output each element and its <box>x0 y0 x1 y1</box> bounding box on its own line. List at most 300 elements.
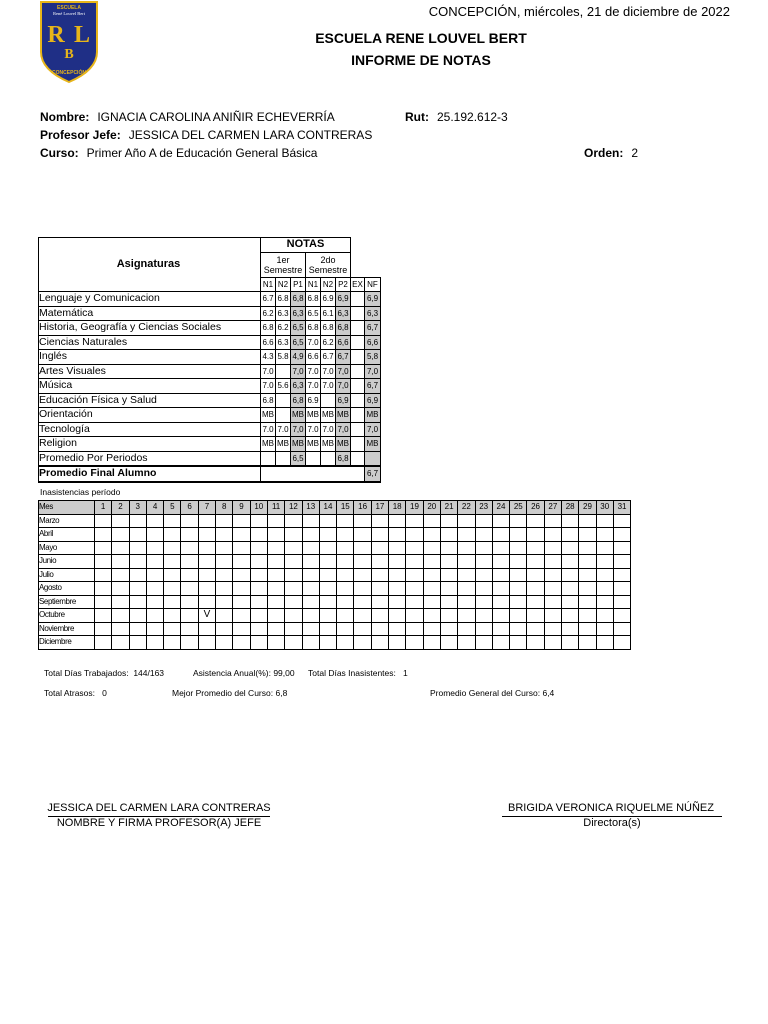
absence-cell <box>596 636 613 650</box>
day-header: 6 <box>181 501 198 515</box>
absence-cell <box>579 636 596 650</box>
absence-cell <box>112 514 129 528</box>
absence-cell <box>492 636 509 650</box>
absence-cell <box>440 622 457 636</box>
absence-cell <box>371 568 388 582</box>
grade-cell: 6,9 <box>336 292 351 307</box>
absence-cell <box>527 541 544 555</box>
grade-cell: 6,9 <box>365 393 381 408</box>
absence-cell <box>613 541 630 555</box>
absence-cell <box>112 609 129 623</box>
teacher-label: Profesor Jefe: <box>40 128 121 142</box>
absence-cell <box>596 582 613 596</box>
day-header: 22 <box>458 501 475 515</box>
absence-cell <box>129 568 146 582</box>
absence-cell <box>562 541 579 555</box>
grade-cell: MB <box>276 437 291 452</box>
absence-cell <box>406 609 423 623</box>
absence-cell <box>250 514 267 528</box>
grade-cell: 6,7 <box>365 321 381 336</box>
absence-cell <box>95 528 112 542</box>
grade-cell: 7,0 <box>336 364 351 379</box>
column-header: N1 <box>306 277 321 292</box>
worked-value: 144/163 <box>133 668 165 678</box>
absence-table <box>38 500 631 650</box>
day-header: 14 <box>319 501 336 515</box>
absence-cell <box>233 541 250 555</box>
subject-name: Música <box>39 379 261 394</box>
column-header: NF <box>365 277 381 292</box>
absence-cell <box>319 568 336 582</box>
absence-cell <box>337 609 354 623</box>
absence-cell <box>129 609 146 623</box>
absence-cell <box>510 582 527 596</box>
grade-cell: 6.2 <box>276 321 291 336</box>
absence-month-row <box>39 541 631 555</box>
absence-cell <box>216 595 233 609</box>
semester-2-header: 2do Semestre <box>306 252 351 277</box>
grade-cell: MB <box>321 408 336 423</box>
student-name: IGNACIA CAROLINA ANIÑIR ECHEVERRÍA <box>97 110 335 124</box>
subject-name: Tecnología <box>39 422 261 437</box>
best-label: Mejor Promedio del Curso: <box>172 688 274 698</box>
absence-cell <box>198 514 215 528</box>
absence-cell <box>389 622 406 636</box>
absence-cell <box>216 622 233 636</box>
grade-cell: 6.7 <box>321 350 336 365</box>
absence-cell <box>267 514 284 528</box>
subject-name: Religion <box>39 437 261 452</box>
absence-cell <box>233 568 250 582</box>
absence-cell <box>406 595 423 609</box>
day-header: 7 <box>198 501 215 515</box>
absence-cell <box>440 595 457 609</box>
grade-cell: 6.5 <box>306 306 321 321</box>
absence-cell <box>458 636 475 650</box>
absence-cell <box>285 555 302 569</box>
absence-cell <box>285 568 302 582</box>
day-header: 28 <box>562 501 579 515</box>
absence-cell <box>354 609 371 623</box>
grade-cell: MB <box>291 437 306 452</box>
absence-cell <box>406 528 423 542</box>
month-name: Octubre <box>39 609 95 623</box>
absence-cell <box>544 595 561 609</box>
absence-cell <box>423 541 440 555</box>
day-header: 9 <box>233 501 250 515</box>
absence-cell <box>233 514 250 528</box>
absence-cell <box>527 622 544 636</box>
grade-cell: 7.0 <box>321 364 336 379</box>
course-label: Curso: <box>40 146 79 160</box>
absence-cell <box>544 582 561 596</box>
absence-cell <box>146 541 163 555</box>
absence-cell <box>181 595 198 609</box>
course-row <box>40 146 317 160</box>
day-header: 18 <box>389 501 406 515</box>
absence-cell <box>250 528 267 542</box>
grade-cell <box>276 364 291 379</box>
stat-worked <box>44 668 164 678</box>
late-label: Total Atrasos: <box>44 688 96 698</box>
grade-cell: MB <box>291 408 306 423</box>
grade-cell: 6,8 <box>291 393 306 408</box>
absence-cell <box>510 622 527 636</box>
grade-cell: MB <box>321 437 336 452</box>
absence-cell <box>198 622 215 636</box>
absence-cell <box>95 514 112 528</box>
period-average-row <box>39 451 381 466</box>
absence-cell <box>371 595 388 609</box>
absence-month-row <box>39 609 631 623</box>
absence-cell <box>285 514 302 528</box>
absence-cell <box>544 609 561 623</box>
absence-cell <box>146 514 163 528</box>
table-row <box>39 350 381 365</box>
absence-cell <box>475 582 492 596</box>
absence-cell <box>613 636 630 650</box>
grade-cell: 6.8 <box>306 292 321 307</box>
logo-top-text: ESCUELA <box>57 5 81 11</box>
stat-late <box>44 688 107 698</box>
absence-cell <box>181 609 198 623</box>
grade-cell: 7,0 <box>336 379 351 394</box>
absence-cell <box>302 622 319 636</box>
grade-cell: 6.3 <box>276 306 291 321</box>
grade-cell <box>351 393 365 408</box>
grade-cell: 6.8 <box>306 321 321 336</box>
grade-cell: 6,3 <box>336 306 351 321</box>
absence-cell <box>440 609 457 623</box>
worked-label: Total Días Trabajados: <box>44 668 129 678</box>
grade-cell: 6.8 <box>261 321 276 336</box>
grade-cell: MB <box>336 437 351 452</box>
absence-cell <box>613 582 630 596</box>
absence-cell <box>475 636 492 650</box>
grade-cell: 6,6 <box>336 335 351 350</box>
absence-cell <box>319 514 336 528</box>
absence-cell <box>423 582 440 596</box>
absence-cell <box>250 541 267 555</box>
absence-cell <box>302 582 319 596</box>
day-header: 21 <box>440 501 457 515</box>
day-header: 27 <box>544 501 561 515</box>
absence-cell <box>544 555 561 569</box>
teacher-signature-name: JESSICA DEL CARMEN LARA CONTRERAS <box>47 802 271 814</box>
absence-cell <box>285 622 302 636</box>
notas-header: NOTAS <box>261 238 351 253</box>
absence-cell <box>510 636 527 650</box>
absence-cell <box>423 555 440 569</box>
day-header: 30 <box>596 501 613 515</box>
grade-cell: 6,6 <box>365 335 381 350</box>
absence-cell <box>216 541 233 555</box>
absence-cell <box>319 555 336 569</box>
absence-cell <box>146 636 163 650</box>
grade-cell: 5.6 <box>276 379 291 394</box>
absence-cell <box>544 528 561 542</box>
column-header: N2 <box>276 277 291 292</box>
absence-cell <box>596 609 613 623</box>
absence-header-row <box>39 501 631 515</box>
absence-cell <box>267 622 284 636</box>
month-name: Septiembre <box>39 595 95 609</box>
absence-cell <box>613 595 630 609</box>
subject-name: Ciencias Naturales <box>39 335 261 350</box>
absence-cell <box>440 582 457 596</box>
absence-cell <box>579 622 596 636</box>
absence-cell <box>527 555 544 569</box>
grade-cell: 6,3 <box>291 306 306 321</box>
grade-cell: 6.8 <box>276 292 291 307</box>
day-header: 3 <box>129 501 146 515</box>
subject-name: Orientación <box>39 408 261 423</box>
semester-1-header: 1er Semestre <box>261 252 306 277</box>
grade-cell: 7.0 <box>261 422 276 437</box>
absence-cell <box>216 609 233 623</box>
absence-cell <box>164 595 181 609</box>
absence-cell <box>285 609 302 623</box>
column-header: N1 <box>261 277 276 292</box>
grade-cell: 6.2 <box>261 306 276 321</box>
course-name: Primer Año A de Educación General Básica <box>86 146 318 160</box>
absence-month-row <box>39 595 631 609</box>
absence-cell <box>267 636 284 650</box>
absence-cell <box>371 636 388 650</box>
absence-cell <box>613 555 630 569</box>
grade-cell: 6,9 <box>336 393 351 408</box>
day-header: 24 <box>492 501 509 515</box>
absence-cell <box>354 541 371 555</box>
day-header: 11 <box>267 501 284 515</box>
absence-cell <box>354 514 371 528</box>
svg-text:R: R <box>47 22 65 48</box>
absence-cell <box>250 568 267 582</box>
absence-cell <box>129 582 146 596</box>
absence-cell <box>458 622 475 636</box>
rut-row <box>405 110 508 124</box>
svg-text:L: L <box>73 22 91 48</box>
absence-cell <box>596 514 613 528</box>
absence-cell <box>146 555 163 569</box>
grade-cell: 7,0 <box>291 422 306 437</box>
grade-cell: MB <box>306 437 321 452</box>
absence-cell <box>146 582 163 596</box>
absence-cell <box>354 636 371 650</box>
grade-cell: 7.0 <box>321 379 336 394</box>
column-header: N2 <box>321 277 336 292</box>
absence-cell <box>95 568 112 582</box>
absence-cell <box>216 528 233 542</box>
absence-cell <box>492 528 509 542</box>
absence-cell <box>354 568 371 582</box>
absence-cell <box>337 636 354 650</box>
absence-cell <box>492 555 509 569</box>
grade-cell <box>276 408 291 423</box>
student-name-row <box>40 110 335 124</box>
absence-cell <box>371 582 388 596</box>
table-row <box>39 364 381 379</box>
absence-cell <box>198 541 215 555</box>
absence-cell <box>562 622 579 636</box>
absence-cell <box>579 541 596 555</box>
absence-cell <box>458 582 475 596</box>
absence-cell <box>95 595 112 609</box>
absence-cell <box>129 514 146 528</box>
absence-cell <box>354 622 371 636</box>
absence-cell <box>596 541 613 555</box>
stat-absent <box>308 668 408 678</box>
absence-cell <box>492 541 509 555</box>
absence-cell <box>267 541 284 555</box>
day-header: 25 <box>510 501 527 515</box>
day-header: 5 <box>164 501 181 515</box>
absence-cell <box>233 528 250 542</box>
absence-cell <box>371 555 388 569</box>
absence-cell <box>544 636 561 650</box>
absence-cell <box>233 555 250 569</box>
absence-cell <box>216 582 233 596</box>
absence-cell <box>562 582 579 596</box>
rut-label: Rut: <box>405 110 429 124</box>
absence-cell <box>389 514 406 528</box>
absence-cell <box>440 555 457 569</box>
grade-cell: 6.6 <box>306 350 321 365</box>
absence-cell <box>458 555 475 569</box>
absence-cell <box>354 595 371 609</box>
absence-cell <box>267 595 284 609</box>
absence-cell <box>337 528 354 542</box>
absence-cell <box>319 636 336 650</box>
absence-cell <box>250 636 267 650</box>
absence-cell <box>406 541 423 555</box>
absence-cell <box>579 514 596 528</box>
absence-cell <box>129 636 146 650</box>
absence-cell <box>406 622 423 636</box>
absence-cell <box>562 528 579 542</box>
absence-cell <box>389 528 406 542</box>
grade-cell: 6,9 <box>365 292 381 307</box>
grade-cell <box>351 306 365 321</box>
absence-cell <box>337 541 354 555</box>
month-name: Noviembre <box>39 622 95 636</box>
table-row <box>39 306 381 321</box>
absence-cell <box>354 582 371 596</box>
absence-cell <box>613 514 630 528</box>
absence-cell <box>267 609 284 623</box>
table-row <box>39 321 381 336</box>
absence-cell <box>112 528 129 542</box>
absence-cell <box>181 541 198 555</box>
absence-cell <box>562 568 579 582</box>
month-header: Mes <box>39 501 95 515</box>
absence-cell <box>164 528 181 542</box>
subject-name: Lenguaje y Comunicacion <box>39 292 261 307</box>
final-average-row <box>39 466 381 482</box>
day-header: 16 <box>354 501 371 515</box>
final-average-label: Promedio Final Alumno <box>39 466 261 482</box>
absence-cell <box>562 514 579 528</box>
order-label: Orden: <box>584 146 624 160</box>
absence-cell <box>95 609 112 623</box>
absences-title: Inasistencias período <box>40 487 121 497</box>
absence-cell <box>337 555 354 569</box>
late-value: 0 <box>102 688 107 698</box>
svg-text:B: B <box>64 47 74 62</box>
grade-cell: 7.0 <box>276 422 291 437</box>
absence-cell <box>613 609 630 623</box>
report-title: INFORME DE NOTAS <box>351 52 491 68</box>
absence-cell <box>302 541 319 555</box>
absence-month-row <box>39 582 631 596</box>
absence-cell <box>406 555 423 569</box>
absence-cell <box>216 568 233 582</box>
absence-cell <box>527 582 544 596</box>
absence-cell <box>181 528 198 542</box>
absence-cell <box>371 609 388 623</box>
absence-cell <box>146 609 163 623</box>
absence-cell <box>112 582 129 596</box>
teacher-name: JESSICA DEL CARMEN LARA CONTRERAS <box>128 128 373 142</box>
grade-cell: 4,9 <box>291 350 306 365</box>
absence-cell <box>233 609 250 623</box>
absence-cell <box>198 582 215 596</box>
absence-cell <box>198 636 215 650</box>
absence-cell <box>250 595 267 609</box>
absence-cell <box>319 609 336 623</box>
grade-cell: 7.0 <box>306 335 321 350</box>
absence-cell <box>216 636 233 650</box>
absence-cell <box>129 555 146 569</box>
absence-cell <box>319 541 336 555</box>
absence-cell <box>181 568 198 582</box>
absence-cell <box>95 636 112 650</box>
absence-cell <box>164 636 181 650</box>
absence-cell <box>302 636 319 650</box>
grade-cell <box>351 422 365 437</box>
absence-cell <box>440 636 457 650</box>
grade-cell <box>351 350 365 365</box>
absence-cell <box>562 609 579 623</box>
grade-cell: 6,7 <box>336 350 351 365</box>
grade-cell: 6.1 <box>321 306 336 321</box>
absence-cell <box>129 595 146 609</box>
absence-cell <box>198 528 215 542</box>
absence-cell <box>302 595 319 609</box>
p1-average: 6,5 <box>291 451 306 466</box>
absence-cell <box>562 636 579 650</box>
absence-cell <box>510 528 527 542</box>
absent-value: 1 <box>402 668 408 678</box>
absence-cell <box>544 514 561 528</box>
grade-cell: 7.0 <box>306 379 321 394</box>
grade-cell: 7,0 <box>336 422 351 437</box>
absence-cell <box>181 622 198 636</box>
absence-cell <box>440 568 457 582</box>
absence-cell <box>112 636 129 650</box>
absence-cell <box>579 595 596 609</box>
column-header: EX <box>351 277 365 292</box>
subject-name: Educación Física y Salud <box>39 393 261 408</box>
grade-cell: 6,8 <box>336 321 351 336</box>
grade-cell: MB <box>336 408 351 423</box>
grade-cell <box>351 379 365 394</box>
grade-cell: 6.9 <box>321 292 336 307</box>
grade-cell: 7,0 <box>365 422 381 437</box>
grade-cell: 7.0 <box>261 364 276 379</box>
absence-cell <box>95 582 112 596</box>
grade-cell: 6,7 <box>365 379 381 394</box>
